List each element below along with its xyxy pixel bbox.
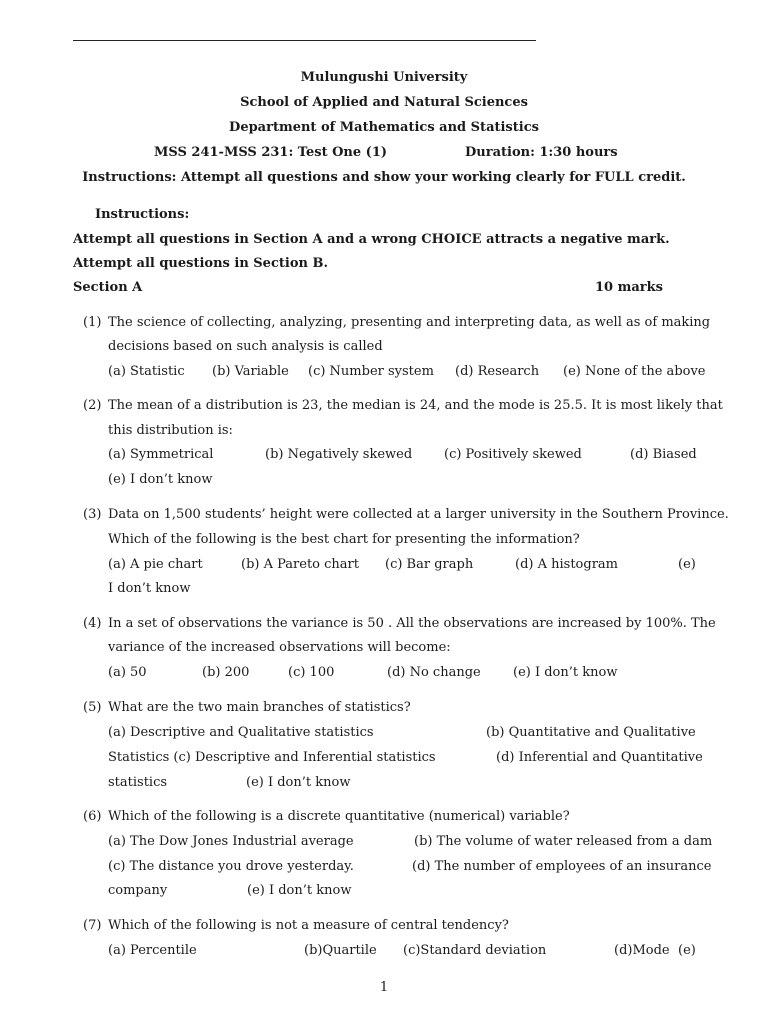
answer-option: (c) Bar graph [385,557,474,572]
question-number: (7) [83,918,102,933]
question-text: decisions based on such analysis is called [108,339,383,354]
answer-option: (b) Negatively skewed [265,447,413,462]
answer-option: (e) [678,557,696,572]
answer-option: (d)Mode [614,943,670,958]
answer-option: (e) I don’t know [247,883,352,898]
answer-option: Statistics (c) Descriptive and Inferential statistics [108,750,436,765]
answer-option: company [108,883,168,898]
top-rule [73,40,536,41]
answer-option: (a) Statistic [108,364,185,379]
answer-option: (a) 50 [108,665,147,680]
school-name: School of Applied and Natural Sciences [240,95,528,110]
answer-option: (d) Inferential and Quantitative [496,750,703,765]
test-duration: Duration: 1:30 hours [465,145,618,160]
question-text: this distribution is: [108,423,233,438]
answer-option: (a) A pie chart [108,557,203,572]
answer-option: (e) I don’t know [246,775,351,790]
question-number: (4) [83,616,102,631]
answer-option: (c) Positively skewed [444,447,582,462]
answer-option: (c) Number system [308,364,434,379]
question-text: Which of the following is the best chart for presenting the information? [108,532,580,547]
answer-option: (b)Quartile [304,943,377,958]
instructions-line: Instructions: Attempt all questions and show your working clearly for FULL credit. [82,170,686,185]
question-number: (1) [83,315,102,330]
page-number: 1 [379,980,389,995]
answer-option: (e) I don’t know [513,665,618,680]
answer-option: (d) A histogram [515,557,618,572]
course-code: MSS 241-MSS 231: Test One (1) [154,145,388,160]
answer-option: (d) Research [455,364,540,379]
answer-option: statistics [108,775,168,790]
question-text: Which of the following is a discrete quantitative (numerical) variable? [108,809,570,824]
department-name: Department of Mathematics and Statistics [229,120,539,135]
section-marks: 10 marks [595,280,663,295]
question-number: (6) [83,809,102,824]
answer-option: (b) A Pareto chart [241,557,359,572]
instructions-line-2: Attempt all questions in Section B. [73,256,328,271]
instructions-title: Instructions: [95,207,190,222]
answer-option: (b) The volume of water released from a dam [414,834,713,849]
university-name: Mulungushi University [300,70,468,85]
answer-option: (d) Biased [630,447,697,462]
question-number: (5) [83,700,102,715]
question-text: What are the two main branches of statistics? [108,700,411,715]
question-text: Data on 1,500 students’ height were collected at a larger university in the Southern Province. [108,507,729,522]
answer-option: (a) Symmetrical [108,447,214,462]
question-number: (3) [83,507,102,522]
answer-option: (a) Descriptive and Qualitative statistics [108,725,374,740]
answer-option: (d) No change [387,665,481,680]
answer-option: (e) I don’t know [108,472,213,487]
question-text: Which of the following is not a measure of central tendency? [108,918,509,933]
answer-option: (b) Variable [212,364,289,379]
answer-option: I don’t know [108,581,191,596]
answer-option: (a) The Dow Jones Industrial average [108,834,354,849]
question-text: The mean of a distribution is 23, the median is 24, and the mode is 25.5. It is most likely that [108,398,723,413]
answer-option: (c)Standard deviation [403,943,547,958]
answer-option: (b) Quantitative and Qualitative [486,725,696,740]
question-text: variance of the increased observations will become: [108,640,451,655]
question-text: The science of collecting, analyzing, presenting and interpreting data, as well as of making [108,315,711,330]
question-text: In a set of observations the variance is 50 . All the observations are increased by 100%. The [108,616,716,631]
answer-option: (a) Percentile [108,943,197,958]
answer-option: (c) 100 [288,665,335,680]
answer-option: (c) The distance you drove yesterday. [108,859,354,874]
instructions-line-1: Attempt all questions in Section A and a wrong CHOICE attracts a negative mark. [73,232,670,247]
section-title: Section A [73,280,143,295]
question-number: (2) [83,398,102,413]
answer-option: (d) The number of employees of an insurance [412,859,712,874]
answer-option: (e) [678,943,696,958]
answer-option: (b) 200 [202,665,250,680]
answer-option: (e) None of the above [563,364,706,379]
